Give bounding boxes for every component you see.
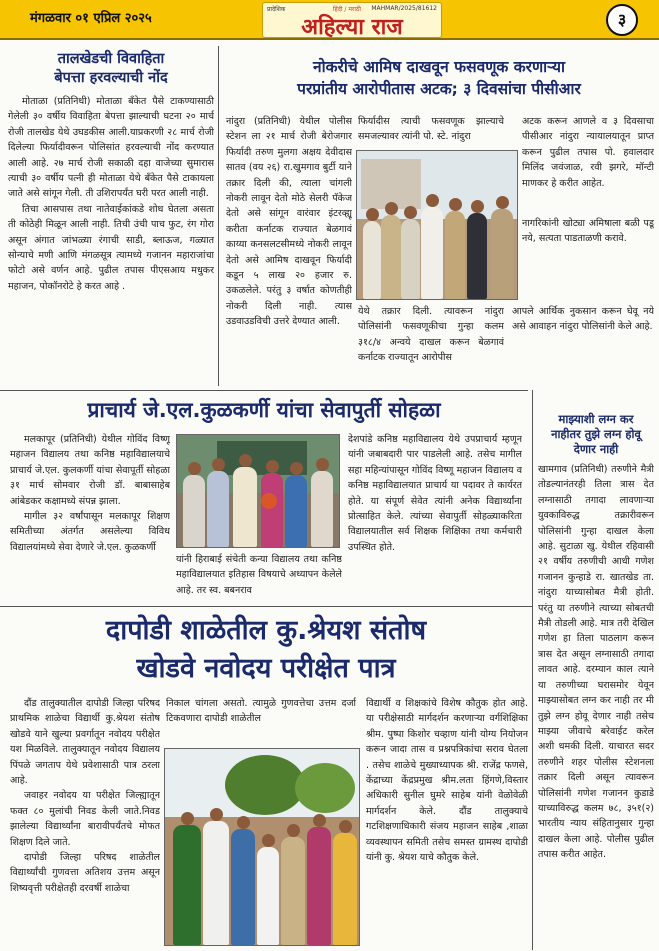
article1-paragraph: तिचा आसपास तथा नातेवाईकांकडे शोध घेतला असता ती कोठेही मिळून आली नाही. तिची उंची पाच फुट, रंग गोरा असून अंगात जांभळ्या रंगाची साडी, ब्लाऊज, गळ्यात सोन्याचे मणी आणि मंगळसूत्र त्यामध्ये गजानन महाराजांचा फोटो असे वर्णन आहे. पुढील तपास पीएसआय मधुकर महाजन, पोकॉनरोटे हे करत आहे . <box>8 203 214 292</box>
article1-paragraph: मोताळा (प्रतिनिधी) मोताळा बँकेत पैसे टाकण्यासाठी गेलेली ३० वर्षीय विवाहिता बेपत्ता झाल्याची घटना २० मार्च रोजी तालखेड येथे उघडकीस आली.याप्रकरणी २८ मार्च रोजी दिलेल्या फिर्यादीवरून पोलिसांत हरवल्याची नोंद करण्यात आली आहे. २७ मार्च रोजी सकाळी दहा वाजेच्या सुमारास त्याची ३० वर्षीय पत्नी ही मोताळा येथे बँकेत पैसे टाकायला जाते असे सांगून गेली. ती उशिरापर्यंत घरी परत आली नाही. <box>8 96 214 200</box>
article4-body: खामगाव (प्रतिनिधी) तरुणीने मैत्री तोडल्यानंतरही तिला त्रास देत लग्नासाठी तगादा लावणाऱ्या युवकाविरुद्ध तक्रारीवरून पोलिसांनी गुन्हा दाखल केला आहे. सुटाळा खु. येथील रहिवासी २१ वर्षीय तरुणीची आधी गणेश गजानन कुन्हाडे रा. खातखेड ता. नांदुरा याच्यासोबत मैत्री होती. परंतु या तरुणीने त्याच्या सोबतची मैत्री तोडली आहे. मात्र तरी देखिल गणेश हा तिला पाठलाग करून त्रास देत असून लग्नासाठी तगादा लावत आहे. दरम्यान काल त्याने या तरुणीच्या घरासमोर येवून माझ्यासोबत लग्न कर नाही तर मी तुझे लग्न होवू देणार नाही तसेच माझ्या जीवाचे बरेवाईट करेल अशी धमकी दिली. याचारत सदर तरुणीने शहर पोलीस स्टेशनला तक्रार दिली असून त्यावरून पोलिसांनी गणेश गजानन कुडाडे याच्याविरुद्ध कलम ७८, ३५१(२) भारतीय न्याय संहितानुसार गुन्हा दाखल केला आहे. पोलीस पुढील तपास करीत आहेत. <box>538 464 654 861</box>
article5-paragraph: जवाहर नवोदय या परीक्षेत जिल्ह्यातून फक्त ८० मुलांची निवड केली जाते.निवड झालेल्या विद्यार्थ्यांना बारावीपर्यंतचे मोफत शिक्षण दिले जाते. <box>10 790 160 848</box>
issue-date: मंगळवार ०१ एप्रिल २०२५ <box>30 11 152 26</box>
article1-headline-line1: तालखेडची विवाहिता <box>57 51 165 67</box>
article3-col2-bottom: यांनी हिराबाई संचेती कन्या विद्यालय तथा कनिष्ठ महाविद्यालयात इतिहास विषयाचे अध्यापन केलेले आहे. तर स्व. बबनराव <box>176 554 342 596</box>
masthead <box>0 0 659 40</box>
article3-headline: प्राचार्य जे.एल.कुळकर्णी यांचा सेवापुर्ती सोहळा <box>87 398 441 422</box>
article2-headline <box>224 56 654 100</box>
article2-headline-line2: परप्रांतीय आरोपीतास अटक; ३ दिवसांचा पीसीआर <box>297 80 581 98</box>
article5-col3: विद्यार्थी व शिक्षकांचे विशेष कौतुक होत आहे. या परीक्षेसाठी मार्गदर्शन करणाऱ्या वर्गशिक्षिका श्रीम. पुष्पा किशोर चव्हाण यांनी योग्य नियोजन करून जादा तास व प्रश्नपत्रिकांचा सराव घेतला . तसेच शाळेचे मुख्याध्यापक श्री. राजेंद्र फणसे, केंद्राच्या केंद्रप्रमुख श्रीम.लता हिंगणे,विस्तार अधिकारी सुनील घुमरे साहेब यांनी वेळोवेळी मार्गदर्शन केले. दौंड तालुक्याचे गटशिक्षणाधिकारी संजय महाजन साहेब ,शाळा व्यवस्थापन समिती तसेच समस्त ग्रामस्थ दापोडी यांनी कु. श्रेयश याचे कौतुक केले. <box>366 698 528 864</box>
article5-paragraph: दौंड तालुक्यातील दापोडी जिल्हा परिषद प्राथमिक शाळेचा विद्यार्थी कु.श्रेयश संतोष खोडवे याने खुल्या प्रवर्गातून नवोदय परीक्षेत यश मिळविले. तालुक्यातून नवोदय विद्यालय पिंपळे जगताप येथे प्रवेशासाठी पात्र ठरला आहे. <box>10 698 160 787</box>
column-divider <box>218 46 219 386</box>
article5-col2-top: निकाल चांगला असतो. त्यामुळे गुणवत्तेचा उत्तम दर्जा टिकवणारा दापोडी शाळेतील <box>166 698 356 725</box>
section-divider <box>0 606 532 607</box>
article1-body <box>8 94 214 386</box>
article3-col1 <box>10 432 170 600</box>
section-divider <box>0 390 528 391</box>
article2-col3-mid: नागरिकांनी खोट्या अमिषाला बळी पडू नये, सत्यता पाडताळणी करावे. <box>522 218 654 245</box>
masthead-subtitle-left: प्रादेशिक <box>267 6 286 13</box>
article4-headline-line1: माझ्याशी लग्न कर <box>558 412 634 426</box>
article1-headline-line2: बेपत्ता हरवल्याची नोंद <box>54 70 168 86</box>
article2-col3-top: अटक करून आणले व ३ दिवसाचा पीसीआर नांदुरा न्यायालयातून प्राप्त करून पुढील तपास पो. हवालदार मिलिंद जवंजाळ, रवी झगरे, मॉन्टी माणकर हे करीत आहेत. <box>522 116 654 189</box>
article5-col1 <box>10 696 160 948</box>
page-number: ३ <box>606 4 638 36</box>
article4-headline <box>536 412 656 457</box>
article5-paragraph: दापोडी जिल्हा परिषद शाळेतील विद्यार्थ्यांची गुणवत्ता अतिशय उत्तम असून शिष्यवृत्ती परीक्षेतही दरवर्षी शाळेचा <box>10 852 160 894</box>
masthead-subtitle-center: हिंदी / मराठी <box>333 6 361 13</box>
article5-photo <box>164 748 360 946</box>
article2-headline-line1: नोकरीचे आमिष दाखवून फसवणूक करणाऱ्या <box>313 58 565 76</box>
article3-photo <box>176 434 340 548</box>
masthead-logo <box>262 2 442 38</box>
article1-headline <box>8 50 214 88</box>
article3-col3: देशपांडे कनिष्ठ महाविद्यालय येथे उपप्राचार्य म्हणून यांनी जबाबदारी पार पाडलेली आहे. तसेच मागील सहा महिन्यांपासून गोविंद विष्णू महाजन विद्यालय व कनिष्ठ महाविद्यालयात प्राचार्य या पदावर ते कार्यरत होते. या संपूर्ण सेवेत त्यांनी अनेक विद्यार्थ्यांना प्रोत्साहित केले. त्यांच्या सेवापुर्ती सोहळ्याकरिता विद्यालयातील सर्व शिक्षक शिक्षिका तथा कर्मचारी उपस्थित होते. <box>348 434 522 553</box>
article5-headline-line1: दापोडी शाळेतील कु.श्रेयश संतोष <box>105 615 427 646</box>
article4-headline-line3: देणार नाही <box>573 442 619 456</box>
article2-photo <box>356 150 518 300</box>
article3-paragraph: मागील ३२ वर्षांपासून मलकापूर शिक्षण समितीच्या अंतर्गत असलेल्या विविध विद्यालयांमध्ये सेवा देणारे जे.एल. कुळकर्णी <box>10 511 170 553</box>
article2-col3-bottom: आपले आर्थिक नुकसान करून घेवू नये असे आवाहन नांदुरा पोलिसांनी केले आहे. <box>512 306 654 333</box>
masthead-registration: MAHMAR/2025/81612 <box>371 5 437 12</box>
article3-paragraph: मलकापूर (प्रतिनिधी) येथील गोविंद विष्णू महाजन विद्यालय तथा कनिष्ठ महाविद्यालयाचे प्राचार्य जे.एल. कुलकर्णी यांचा सेवापूर्ती सोहळा ३१ मार्च सोमवार रोजी डॉ. बाबासाहेब आंबेडकर कक्षामध्ये संपन्न झाला. <box>10 434 170 507</box>
article5-headline <box>4 612 528 688</box>
newspaper-title: अहिल्या राज <box>301 14 403 40</box>
column-divider <box>532 390 533 950</box>
article2-col1: नांदुरा (प्रतिनिधी) येथील पोलीस स्टेशन ला २१ मार्च रोजी बेरोजगार फिर्यादी तरुण मुलगा अक्षय देवीदास सातव (वय २६) रा.खुमगाव बुर्टी याने तक्रार दिली की, त्याला चांगली नोकरी लावून देतो मोठे सेलरी पॅकेज देतो असे सांगून वारंवार इंटरव्ह्यू करीता कर्नाटक राज्यात बेळगावं काय्या कनसलटसीमध्ये नोकरी लावून देतो असे आमिष दाखवून फिर्यादी कडून ५ लाख २० हजार रु. उकळलेले. परंतु ३ वर्षात कोणतीही नोकरी दिली नाही. त्यास उडवाउडविची उत्तरे देण्यात आली. <box>226 116 352 328</box>
article5-headline-line2: खोडवे नवोदय परीक्षेत पात्र <box>136 653 396 684</box>
article2-col2-bottom: येथे तक्रार दिली. त्यावरून नांदुरा पोलिसांनी फसवणूकीचा गुन्हा कलम ३१८/४ अन्वये दाखल करून बेळगावं कर्नाटक राज्यातून आरोपीस <box>358 306 504 364</box>
article2-col2-top: फिर्यादीस त्याची फसवणूक झाल्याचे समजल्यावर त्यांनी पो. स्टे. नांदुरा <box>358 116 504 143</box>
article4-headline-line2: नाहीतर तुझे लग्न होवू <box>551 427 641 441</box>
